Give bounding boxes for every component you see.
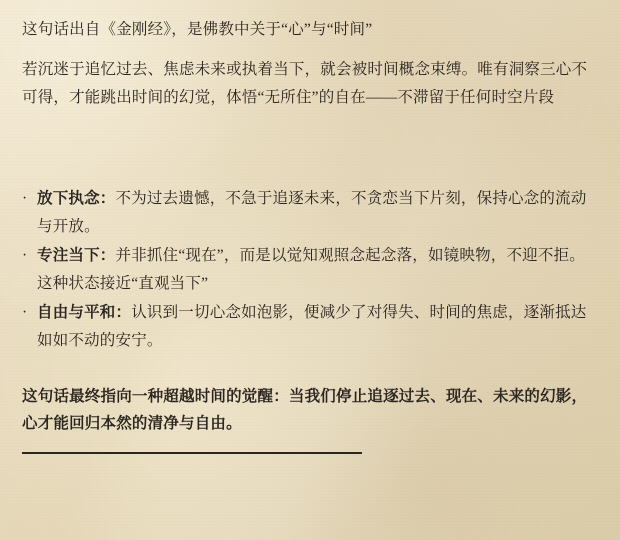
bullet-point-icon: · — [22, 190, 28, 208]
horizontal-rule — [22, 452, 362, 454]
list-item — [22, 242, 598, 297]
list-item-lead: 自由与平和： — [37, 304, 132, 322]
list-item-lead: 专注当下： — [37, 247, 116, 265]
bullet-point-icon: · — [22, 304, 28, 322]
list-item-text: 不为过去遗憾，不急于追逐未来，不贪恋当下片刻，保持心念的流动与开放。 — [37, 190, 587, 235]
section-spacer — [22, 111, 598, 185]
closing-paragraph: 这句话最终指向一种超越时间的觉醒：当我们停止追逐过去、现在、未来的幻影，心才能回归本然的清净与自由。 — [22, 387, 588, 433]
bullet-list — [22, 185, 598, 354]
list-item-lead: 放下执念： — [37, 190, 116, 208]
list-item-body — [37, 242, 598, 297]
document-content — [22, 18, 598, 454]
closing-spacer — [22, 357, 598, 383]
intro-paragraph: 这句话出自《金刚经》，是佛教中关于“心”与“时间” — [22, 21, 373, 38]
list-item-text: 并非抓住“现在”，而是以觉知观照念起念落，如镜映物，不迎不拒。这种状态接近“直观当下” — [37, 247, 585, 292]
list-item-body — [37, 185, 598, 240]
list-item-body — [37, 299, 598, 354]
body-paragraph: 若沉迷于追忆过去、焦虑未来或执着当下，就会被时间概念束缚。唯有洞察三心不可得，才能跳出时间的幻觉，体悟“无所住”的自在——不滞留于任何时空片段 — [22, 61, 588, 106]
list-item — [22, 185, 598, 240]
list-item — [22, 299, 598, 354]
bullet-point-icon: · — [22, 247, 28, 265]
list-item-text: 认识到一切心念如泡影，便减少了对得失、时间的焦虑，逐渐抵达如如不动的安宁。 — [37, 304, 587, 350]
